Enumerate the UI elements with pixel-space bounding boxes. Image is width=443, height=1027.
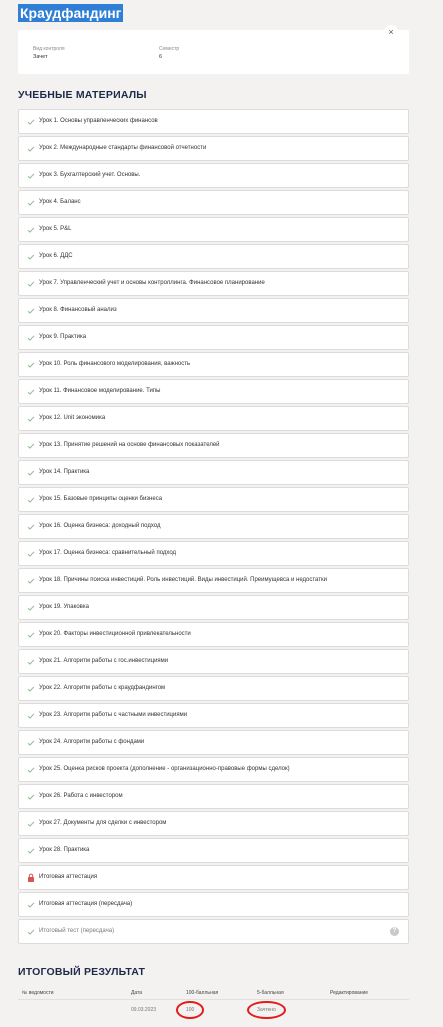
check-icon: [26, 360, 35, 369]
lesson-item[interactable]: [18, 622, 409, 647]
check-icon: [26, 684, 35, 693]
lesson-item[interactable]: [18, 406, 409, 431]
lesson-label: Урок 12. Unit экономика: [39, 415, 106, 421]
check-icon: [26, 846, 35, 855]
check-icon: [26, 279, 35, 288]
lesson-label: Итоговый тест (пересдача): [39, 928, 115, 934]
lesson-item[interactable]: [18, 379, 409, 404]
check-icon: [26, 468, 35, 477]
lesson-item[interactable]: [18, 595, 409, 620]
lesson-label: Урок 15. Базовые принципы оценки бизнеса: [39, 496, 163, 502]
lesson-item[interactable]: [18, 568, 409, 593]
lesson-label: Урок 10. Роль финансового моделирования, важность: [39, 361, 191, 367]
lesson-label: Урок 4. Баланс: [39, 199, 81, 205]
col-number: № ведомости: [22, 989, 54, 996]
check-icon: [26, 225, 35, 234]
check-icon: [26, 117, 35, 126]
lesson-label: Урок 21. Алгоритм работы с гос.инвестициями: [39, 658, 169, 664]
lesson-item[interactable]: [18, 703, 409, 728]
lesson-item[interactable]: [18, 919, 409, 944]
lesson-item[interactable]: [18, 325, 409, 350]
lesson-label: Урок 1. Основы управленческих финансов: [39, 118, 158, 124]
lesson-label: Урок 18. Причины поиска инвестиций. Роль инвестиций. Виды инвестиций. Преимущевса и недостатки: [39, 577, 327, 583]
lesson-label: Урок 23. Алгоритм работы с частными инвестициями: [39, 712, 188, 718]
lesson-item[interactable]: [18, 136, 409, 161]
check-icon: [26, 819, 35, 828]
check-icon: [26, 657, 35, 666]
lesson-item[interactable]: [18, 460, 409, 485]
check-icon: [26, 333, 35, 342]
lesson-item[interactable]: [18, 730, 409, 755]
page-title: Краудфандинг: [20, 5, 122, 21]
check-icon: [26, 576, 35, 585]
check-icon: [26, 441, 35, 450]
lesson-label: Урок 3. Бухгалтерский учет. Основы.: [39, 172, 141, 178]
check-icon: [26, 171, 35, 180]
lesson-label: Урок 2. Международные стандарты финансовой отчетности: [39, 145, 207, 151]
check-icon: [26, 387, 35, 396]
check-icon: [26, 900, 35, 909]
lesson-label: Итоговая аттестация: [39, 874, 98, 880]
lesson-item[interactable]: [18, 271, 409, 296]
lesson-item[interactable]: [18, 190, 409, 215]
lock-icon: [26, 873, 35, 882]
col-edit: Редактирование: [330, 989, 369, 996]
discipline-info-card: [18, 30, 409, 74]
lesson-item[interactable]: [18, 649, 409, 674]
col-score5: 5-балльная: [257, 989, 284, 996]
lesson-label: Урок 24. Алгоритм работы с фондами: [39, 739, 145, 745]
lesson-item[interactable]: [18, 298, 409, 323]
lesson-label: Урок 5. P&L: [39, 226, 72, 232]
results-table: [18, 986, 409, 1020]
lesson-item[interactable]: [18, 514, 409, 539]
lesson-item[interactable]: [18, 109, 409, 134]
lesson-item[interactable]: [18, 217, 409, 242]
lesson-label: Урок 27. Документы для сделки с инвестором: [39, 820, 167, 826]
results-table-row: [18, 1000, 409, 1020]
lesson-label: Итоговая аттестация (пересдача): [39, 901, 133, 907]
check-icon: [26, 495, 35, 504]
check-icon: [26, 711, 35, 720]
control-type-value: Зачет: [33, 54, 48, 60]
lesson-item[interactable]: [18, 541, 409, 566]
lesson-item[interactable]: [18, 352, 409, 377]
col-date: Дата: [131, 989, 143, 996]
lesson-item[interactable]: [18, 784, 409, 809]
results-table-header: [18, 986, 409, 1000]
lesson-label: Урок 17. Оценка бизнеса: сравнительный подход: [39, 550, 177, 556]
lesson-label: Урок 28. Практика: [39, 847, 90, 853]
lesson-label: Урок 6. ДДС: [39, 253, 73, 259]
lesson-item[interactable]: [18, 892, 409, 917]
check-icon: [26, 603, 35, 612]
lesson-item[interactable]: [18, 433, 409, 458]
check-icon: [26, 738, 35, 747]
check-icon: [26, 144, 35, 153]
lesson-label: Урок 7. Управленческий учет и основы контроллинга. Финансовое планирование: [39, 280, 265, 286]
lesson-label: Урок 20. Факторы инвестиционной привлекательности: [39, 631, 191, 637]
materials-heading: УЧЕБНЫЕ МАТЕРИАЛЫ: [18, 89, 147, 101]
lesson-item[interactable]: [18, 757, 409, 782]
help-icon[interactable]: ?: [390, 927, 399, 936]
lesson-label: Урок 13. Принятие решений на основе финансовых показателей: [39, 442, 220, 448]
row-score5: [257, 1007, 276, 1013]
lesson-label: Урок 26. Работа с инвестором: [39, 793, 123, 799]
close-icon: ×: [388, 27, 394, 37]
lesson-list: [18, 109, 409, 946]
col-score100: 100-балльная: [186, 989, 219, 996]
lesson-label: Урок 9. Практика: [39, 334, 87, 340]
lesson-label: Урок 11. Финансовое моделирование. Типы: [39, 388, 161, 394]
check-icon: [26, 549, 35, 558]
lesson-label: Урок 16. Оценка бизнеса: доходный подход: [39, 523, 161, 529]
check-icon: [26, 522, 35, 531]
semester-label: Семестр: [159, 46, 180, 52]
control-type: [33, 46, 65, 61]
check-icon: [26, 306, 35, 315]
lesson-label: Урок 22. Алгоритм работы с краудфандингом: [39, 685, 166, 691]
check-icon: [26, 414, 35, 423]
lesson-label: Урок 19. Упаковка: [39, 604, 89, 610]
check-icon: [26, 198, 35, 207]
lesson-item[interactable]: [18, 838, 409, 863]
check-icon: [26, 765, 35, 774]
lesson-item[interactable]: [18, 163, 409, 188]
lesson-item[interactable]: [18, 244, 409, 269]
lesson-item[interactable]: [18, 865, 409, 890]
lesson-label: Урок 8. Финансовый анализ: [39, 307, 117, 313]
check-icon: [26, 630, 35, 639]
result-heading: ИТОГОВЫЙ РЕЗУЛЬТАТ: [18, 966, 146, 978]
semester-value: 6: [159, 54, 163, 60]
check-icon: [26, 792, 35, 801]
control-type-label: Вид контроля: [33, 46, 65, 52]
close-button[interactable]: [384, 25, 398, 39]
lesson-item[interactable]: [18, 487, 409, 512]
score100-value: 100: [186, 1007, 195, 1013]
semester: [159, 46, 179, 61]
lesson-label: Урок 14. Практика: [39, 469, 90, 475]
row-date: 09.03.2023: [131, 1007, 157, 1013]
score5-value: Зачтено: [257, 1007, 276, 1013]
lesson-label: Урок 25. Оценка рисков проекта (дополнение - организационно-правовые формы сделок): [39, 766, 290, 772]
lesson-item[interactable]: [18, 676, 409, 701]
check-icon: [26, 252, 35, 261]
row-score100: [186, 1007, 194, 1013]
check-icon: [26, 927, 35, 936]
lesson-item[interactable]: [18, 811, 409, 836]
